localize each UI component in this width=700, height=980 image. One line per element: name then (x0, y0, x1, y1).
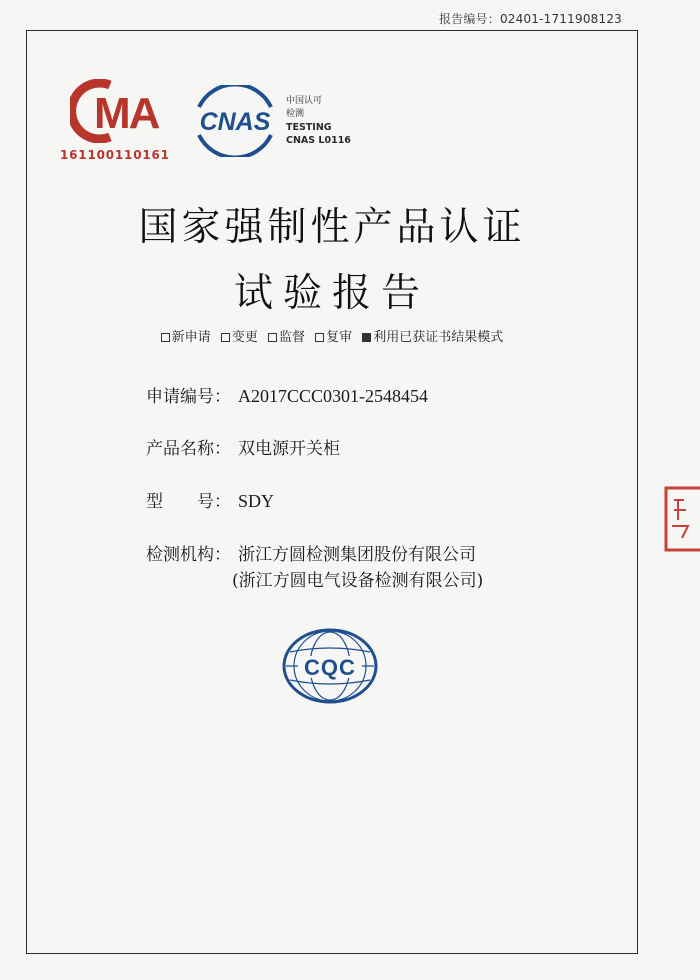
option-supervision: 监督 (268, 330, 305, 345)
cnas-line2: 检测 (286, 109, 305, 119)
cma-logo-text: MA (94, 89, 159, 138)
testing-org-alt-name: (浙江方圆电气设备检测有限公司) (232, 571, 484, 591)
checked-checkbox-icon (362, 333, 371, 342)
report-type-options (0, 326, 664, 345)
testing-org-field (146, 540, 476, 565)
testing-org-value: 浙江方圆检测集团股份有限公司 (238, 545, 476, 565)
option-new-application: 新申请 (161, 330, 211, 345)
cqc-logo-icon (280, 626, 380, 706)
document-title: 国家强制性产品认证 (138, 205, 526, 250)
cnas-logo-text: CNAS (199, 108, 271, 136)
application-number-value: A2017CCC0301-2548454 (238, 386, 429, 406)
cnas-line1: 中国认可 (286, 96, 323, 106)
cma-logo-icon (70, 79, 180, 143)
cnas-logo-icon (185, 85, 285, 157)
logo-area (40, 55, 360, 175)
option-review: 复审 (315, 330, 352, 345)
checkbox-icon (315, 333, 324, 342)
cnas-line3: TESTING (286, 122, 332, 133)
application-number-label: 申请编号： (146, 387, 231, 407)
product-name-field (146, 434, 340, 459)
testing-org-label: 检测机构： (146, 545, 231, 565)
checkbox-icon (268, 333, 277, 342)
cqc-logo-text: CQC (304, 655, 356, 680)
application-number-field (146, 382, 428, 407)
cma-number: 161100110161 (60, 148, 170, 162)
product-name-label: 产品名称： (146, 439, 231, 459)
stamp-fragment-icon (656, 486, 700, 552)
model-field (146, 487, 274, 512)
model-label: 型 号： (146, 492, 231, 512)
product-name-value: 双电源开关柜 (238, 439, 340, 459)
model-value: SDY (238, 491, 275, 511)
option-change: 变更 (221, 330, 258, 345)
option-existing-cert: 利用已获证书结果模式 (362, 330, 503, 345)
checkbox-icon (161, 333, 170, 342)
report-number: 报告编号：02401-1711908123 (438, 12, 622, 26)
checkbox-icon (221, 333, 230, 342)
document-subtitle: 试验报告 (233, 271, 430, 316)
cnas-caption (286, 95, 351, 147)
cnas-line4: CNAS L0116 (286, 135, 351, 146)
